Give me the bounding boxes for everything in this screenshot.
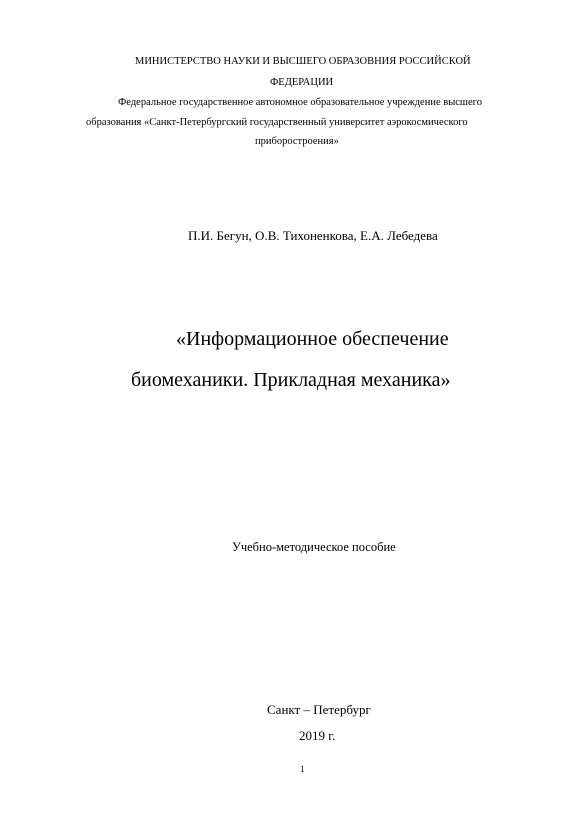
title-line-2: биомеханики. Прикладная механика» bbox=[131, 369, 451, 391]
ministry-line-1: МИНИСТЕРСТВО НАУКИ И ВЫСШЕГО ОБРАЗОВНИЯ РОССИЙСКОЙ bbox=[135, 56, 471, 67]
institution-line-1: Федеральное государственное автономное образовательное учреждение высшего bbox=[118, 97, 482, 108]
title-line-1: «Информационное обеспечение bbox=[176, 328, 449, 350]
authors: П.И. Бегун, О.В. Тихоненкова, Е.А. Лебедева bbox=[188, 228, 438, 243]
document-type: Учебно-методическое пособие bbox=[232, 540, 396, 554]
institution-line-3: приборостроения» bbox=[255, 136, 339, 147]
ministry-line-2: ФЕДЕРАЦИИ bbox=[270, 77, 334, 88]
city: Санкт – Петербург bbox=[267, 702, 371, 717]
page-number: 1 bbox=[300, 764, 305, 774]
year: 2019 г. bbox=[299, 728, 336, 743]
institution-line-2: образования «Санкт-Петербургский государственный университет аэрокосмического bbox=[86, 117, 468, 128]
